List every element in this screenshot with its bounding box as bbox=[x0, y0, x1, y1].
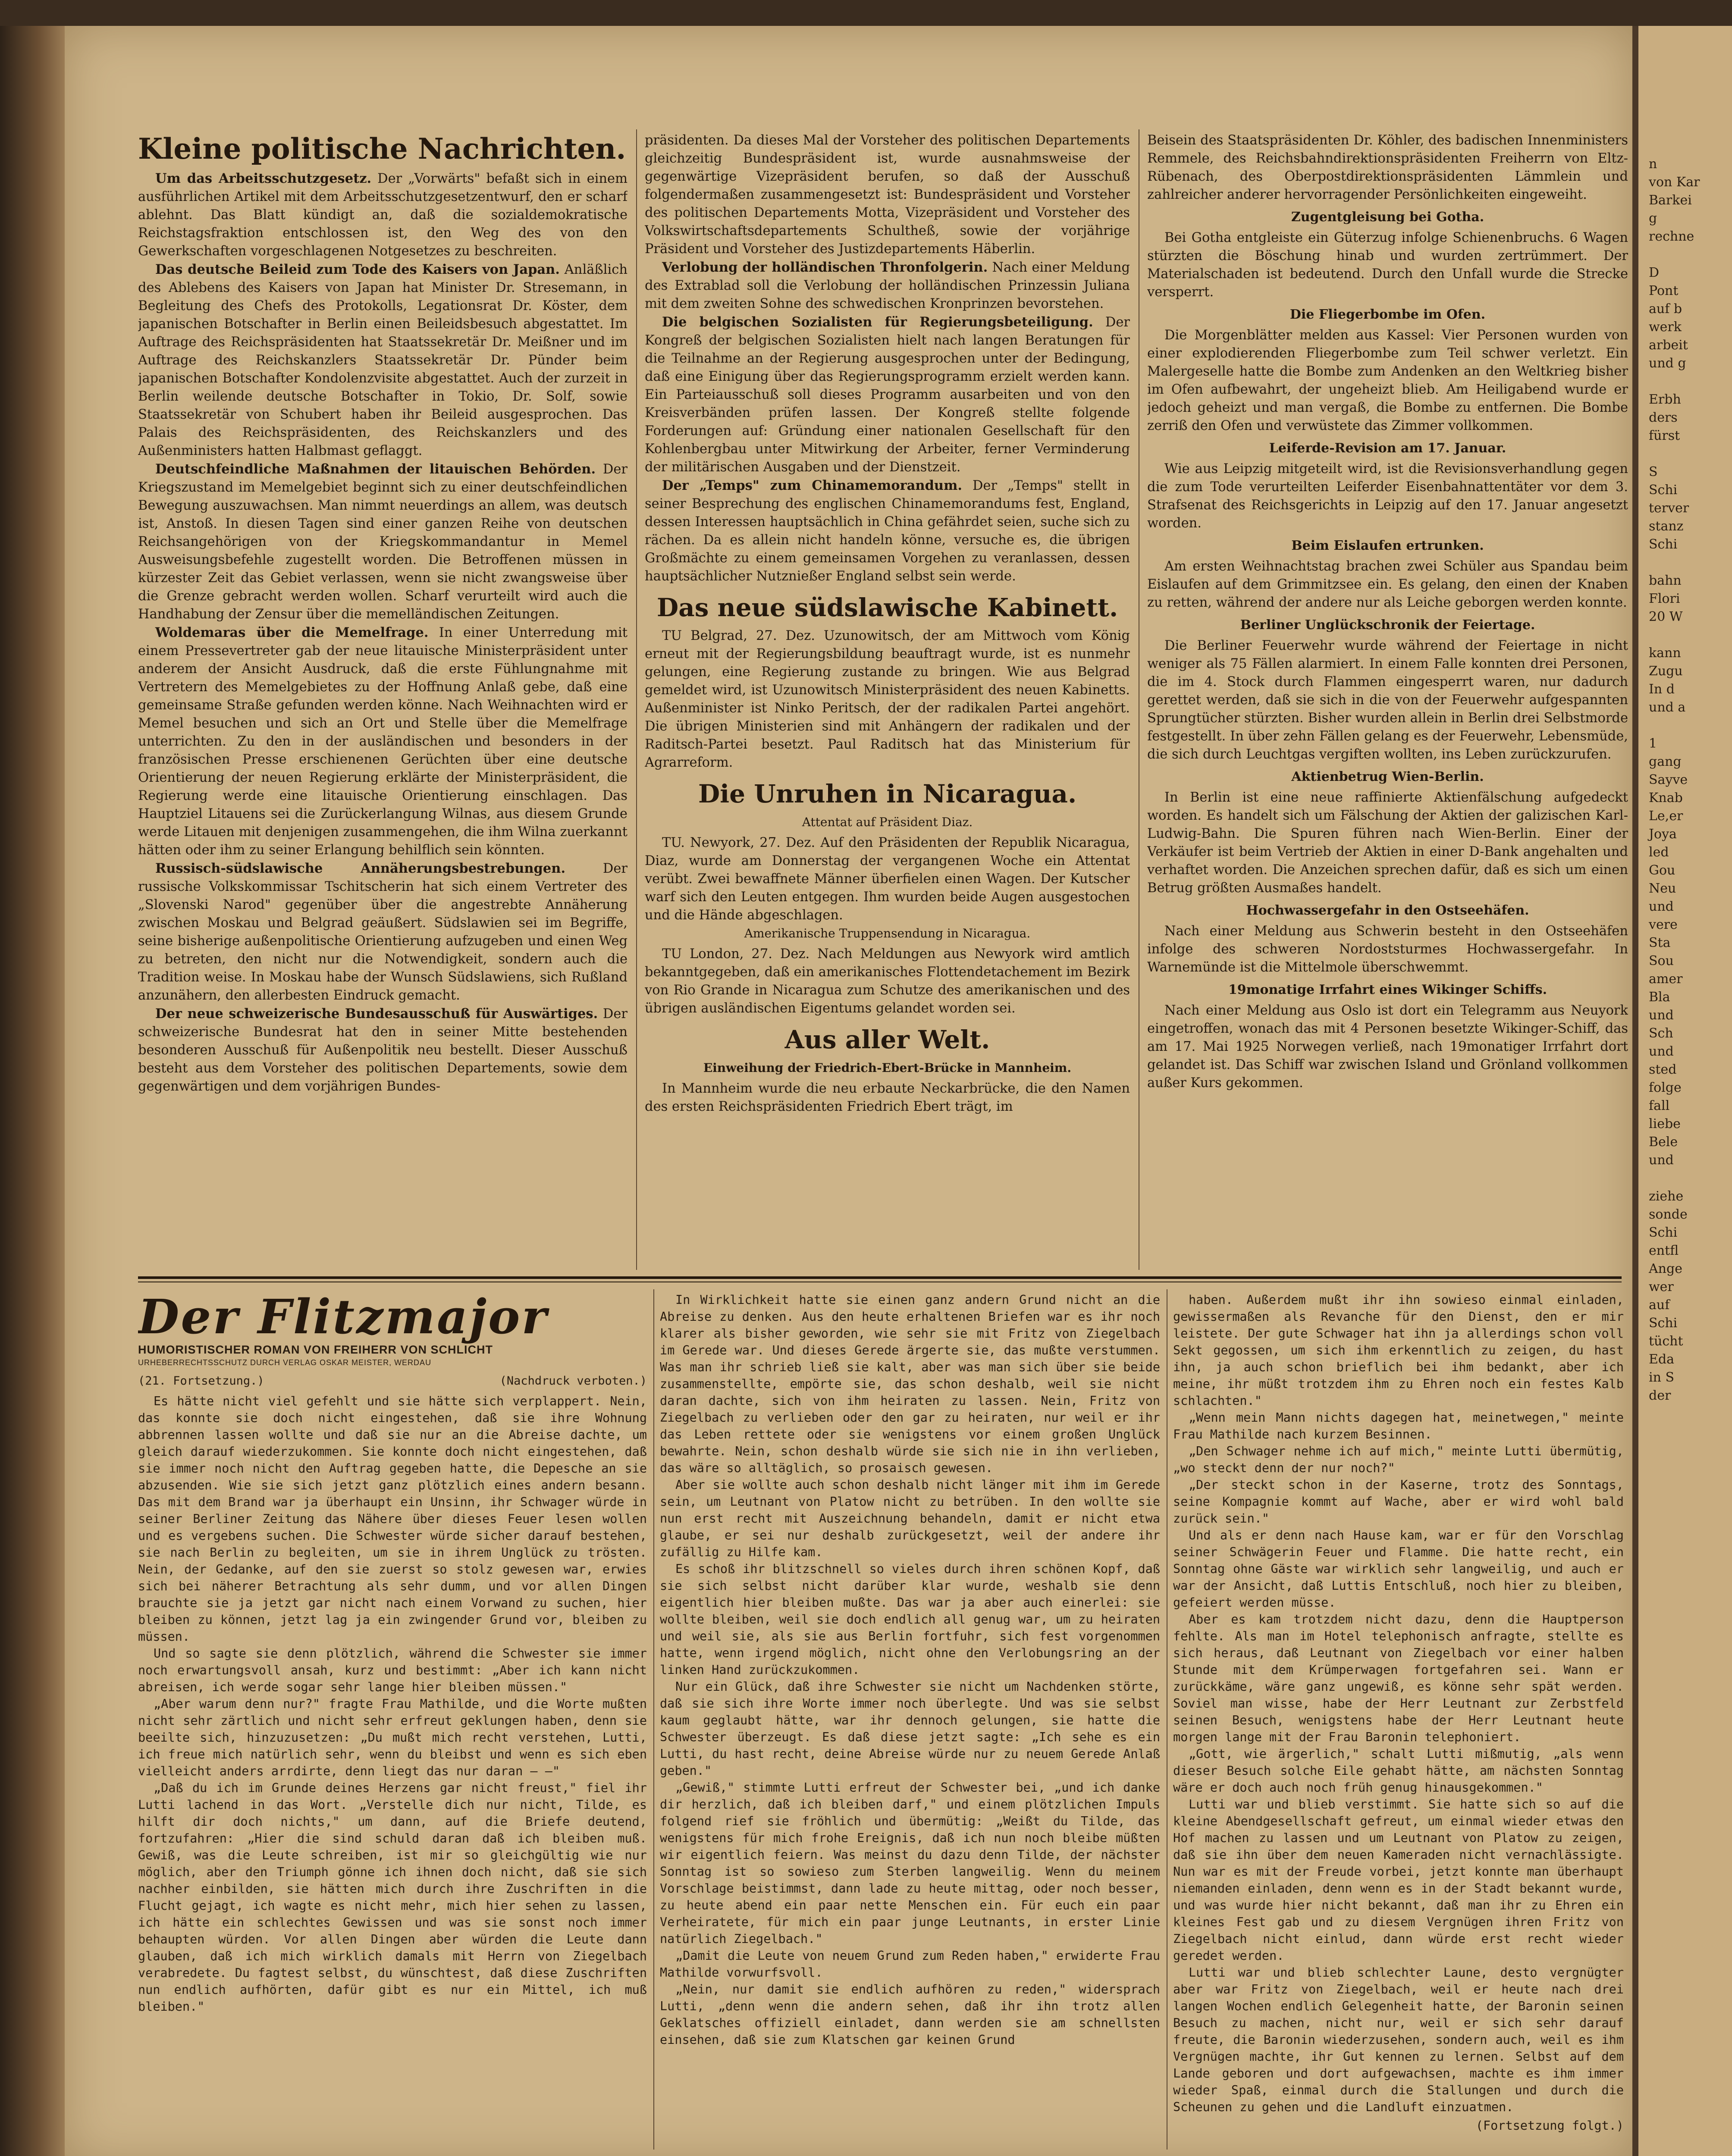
edge-text-line: auf b bbox=[1649, 301, 1682, 317]
news-item-text: In einer Unterredung mit einem Pressevertreter gab der neue litauische Ministerpräsident unter anderem der Ansicht Ausdruck, daß die erste Fühlungnahme mit Vertretern des Memelgebietes zu der Hoffnung Anlaß gebe, daß eine gemeinsame Straße gefunden werden könne. Nach Weihnachten wird er Memel besuchen und sich an Ort und Stelle über die Memelfrage unterrichten. Zu den in der ausländischen und besonders in der französischen Presse erschienenen Gerüchten über eine deutsche Orientierung der neuen Regierung erklärte der Ministerpräsident, die Regierung werde eine litauische Orientierung einschlagen. Das Hauptziel Litauens sei die Zurückerlangung Wilnas, aus diesem Grunde werde Litauen mit denjenigen zusammengehen, die ihm Wilna zuerkannt hätten oder ihm zu seiner Erlangung behilflich sein könnten. bbox=[138, 625, 628, 858]
column-divider bbox=[653, 1289, 654, 2150]
serial-paragraph: „Aber warum denn nur?" fragte Frau Mathilde, und die Worte mußten nicht sehr zärtlich und nicht sehr erfreut geklungen haben, denn sie beeilte sich, hinzuzusetzen: „Du mußt mich recht verstehen, Lutti, ich freue mich natürlich sehr, wenn du bleibst und wenn es sich eben vielleicht anders arrdirte, denn liegt das nur daran — —" bbox=[138, 1697, 647, 1778]
edge-text-line: vere bbox=[1649, 917, 1678, 932]
serial-paragraph: In Wirklichkeit hatte sie einen ganz andern Grund nicht an die Abreise zu denken. Aus den heute erhaltenen Briefen war es ihr noch klarer als bisher geworden, wie sehr sie mit Fritz von Ziegelbach im Gerede war. Und dieses Gerede ärgerte sie, das mußte verstummen. Was man ihr schrieb ließ sie kalt, aber was man sich über sie beide zusammenstellte, empörte sie, das schon deshalb, weil sie nicht daran dachte, sich von ihm heiraten zu lassen. Nein, Fritz von Ziegelbach zu verlieben oder den gar zu heiraten, nur weil er ihr das Leben rettete oder sie wenigstens vor einem großen Unglück bewahrte. Nein, schon deshalb würde sie sich nie in ihn verlieben, das wäre so alltäglich, so prosaisch gewesen. bbox=[660, 1293, 1160, 1475]
edge-text-line: n bbox=[1649, 157, 1657, 172]
edge-text-line: kann bbox=[1649, 646, 1681, 661]
serial-paragraph: „Den Schwager nehme ich auf mich," meinte Lutti übermütig, „wo steckt denn der nur noch?" bbox=[1173, 1444, 1624, 1475]
edge-text-line: Sta bbox=[1649, 935, 1671, 950]
edge-text-line: wer bbox=[1649, 1279, 1674, 1294]
edge-text-line: Sayve bbox=[1649, 772, 1688, 787]
news-column-1 bbox=[138, 132, 628, 1268]
serial-meta bbox=[138, 1373, 647, 1389]
serial-column-1 bbox=[138, 1291, 647, 2150]
edge-text-line: fall bbox=[1649, 1098, 1670, 1113]
serial-text-1 bbox=[138, 1393, 647, 2015]
news-item bbox=[645, 258, 1130, 313]
continuation-note: (Fortsetzung folgt.) bbox=[1475, 2118, 1624, 2133]
edge-text-line: sted bbox=[1649, 1062, 1677, 1077]
installment-number: (21. Fortsetzung.) bbox=[138, 1374, 264, 1388]
news-column-2 bbox=[645, 132, 1130, 1268]
edge-text-line: Schi bbox=[1649, 483, 1678, 498]
news-item-headline: Russisch-südslawische Annäherungsbestrebungen. bbox=[155, 861, 566, 876]
news-text: Wie aus Leipzig mitgeteilt wird, ist die Revisionsverhandlung gegen die zum Tode verurteilten Leiferder Eisenbahnattentäter vor dem 3. Strafsenat des Reichsgerichts in Leipzig auf den 17. Januar angesetzt worden. bbox=[1147, 461, 1628, 531]
edge-text-line: S bbox=[1649, 464, 1658, 479]
serial-paragraph: „Gott, wie ärgerlich," schalt Lutti mißmutig, „als wenn dieser Besuch solche Eile gehabt hätte, am nächsten Sonntag wäre er doch auch noch früh genug hinausgekommen." bbox=[1173, 1747, 1624, 1795]
news-item bbox=[138, 1005, 628, 1096]
news-item-text: Der Kriegszustand im Memelgebiet beginnt sich zu einer deutschfeindlichen Bewegung auszuwachsen. Man nimmt neuerdings an allem, was deutsch ist, Anstoß. In diesen Tagen sind einer ganzen Reihe von deutschen Reichsangehörigen von der Kriegskommandantur in Memel Ausweisungsbefehle zugestellt worden. Die Betroffenen müssen in kürzester Zeit das Gebiet verlassen, wenn sie nicht zwangsweise über die Grenze gebracht werden wollen. Scharf verurteilt wird auch die Handhabung der Zensur über die memelländischen Zeitungen. bbox=[138, 462, 628, 622]
truppen-text: TU London, 27. Dez. Nach Meldungen aus Newyork wird amtlich bekanntgegeben, daß ein amerikanisches Flottendetachement im Bezirk von Rio Grande in Nicaragua zum Schutze des amerikanischen und des übrigen ausländischen Eigentums gelandet worden sei. bbox=[645, 946, 1130, 1016]
subhead-truppen: Amerikanische Truppensendung in Nicaragua. bbox=[744, 926, 1031, 940]
edge-text-line: entfl bbox=[1649, 1243, 1679, 1258]
edge-text-line: der bbox=[1649, 1388, 1671, 1403]
edge-text-line: Schi bbox=[1649, 1316, 1678, 1331]
headline-kabinett: Das neue südslawische Kabinett. bbox=[656, 593, 1118, 622]
edge-text-line: terver bbox=[1649, 501, 1689, 516]
edge-text-line: Eda bbox=[1649, 1352, 1674, 1367]
serial-paragraph: Lutti war und blieb schlechter Laune, desto vergnügter aber war Fritz von Ziegelbach, weil er heute nach drei langen Wochen endlich Gelegenheit hatte, der Baronin seinen Besuch zu machen, nicht nur, weil er sich sehr darauf freute, die Baronin wiederzusehen, sondern auch, weil es ihm Vergnügen machte, ihr Gut kennen zu lernen. Selbst auf dem Lande geboren und dort aufgewachsen, machte es ihm immer wieder Spaß, einmal durch die Stallungen und durch die Scheunen zu gehen und die Landluft einzuatmen. bbox=[1173, 1965, 1624, 2114]
headline-nicaragua: Die Unruhen in Nicaragua. bbox=[698, 779, 1077, 808]
serial-paragraph: Es hätte nicht viel gefehlt und sie hätte sich verplappert. Nein, das konnte sie doch nicht eingestehen, daß sie ihre Wohnung abbrennen lassen wollte und daß sie nur an die Abreise dachte, um gleich darauf wiederzukommen. Sie konnte doch nicht eingestehen, daß sie immer noch nicht den Auftrag gegeben hatte, die Depesche an sie abzusenden. Wie sie sich jetzt ganz plötzlich eines andern besann. Das mit dem Brand war ja überhaupt ein Unsinn, ihr Schwager würde in seiner Berliner Zeitung das Nähere über dieses Feuer lesen wollen und es vergebens suchen. Die Schwester würde sicher darauf bestehen, sie nach Berlin zu begleiten, um sie in ihrem Unglück zu trösten. Nein, der Gedanke, auf den sie zuerst so stolz gewesen war, erwies sich bei näherer Betrachtung als sehr dumm, und vor allen Dingen brauchte sie ja jetzt gar nicht nach einem Vorwand zu suchen, hier bleiben zu können, jetzt lag ja ein zwingender Grund vor, bleiben zu müssen. bbox=[138, 1394, 647, 1644]
news-item bbox=[138, 260, 628, 460]
news-text: Nach einer Meldung aus Schwerin besteht in den Ostseehäfen infolge des schweren Nordoststurmes Hochwassergefahr. In Warnemünde ist die Mittelmole überschwemmt. bbox=[1147, 924, 1628, 975]
news-item bbox=[645, 476, 1130, 586]
news-headline: Beim Eislaufen ertrunken. bbox=[1291, 538, 1484, 553]
news-item-headline: Das deutsche Beileid zum Tode des Kaisers von Japan. bbox=[155, 262, 560, 277]
news-text: Am ersten Weihnachtstag brachen zwei Schüler aus Spandau beim Eislaufen auf dem Grimmitzsee ein. Es gelang, den einen der Knaben zu retten, während der andere nur als Leiche geborgen werden konnte. bbox=[1147, 559, 1628, 610]
serial-paragraph: „Daß du ich im Grunde deines Herzens gar nicht freust," fiel ihr Lutti lachend in das Wort. „Verstelle dich nur nicht, Tilde, es hilft dir doch nichts," um dann, auf die Briefe deutend, fortzufahren: „Hier die sind schuld daran daß ich bleiben muß. Gewiß, was die Leute schreiben, ist mir so gleichgültig wie nur möglich, aber den Triumph gönne ich ihnen doch nicht, daß sie sich nachher einbilden, sie hätten mich durch ihre Zuschriften in die Flucht gejagt, ich wagte es nicht mehr, mich hier sehen zu lassen, ich hätte ein schlechtes Gewissen und was sie sonst noch immer behaupten würden. Vor allen Dingen aber würden die Leute dann glauben, daß ich mich wirklich damals mit Herrn von Ziegelbach verabredete. Du fagtest selbst, du wünschtest, daß diese Zuschriften nun endlich aufhörten, dafür gibt es nur ein Mittel, ich muß bleiben." bbox=[138, 1781, 647, 2014]
serial-copyright: URHEBERRECHTSSCHUTZ DURCH VERLAG OSKAR MEISTER, WERDAU bbox=[138, 1358, 432, 1367]
news-headline: Hochwassergefahr in den Ostseehäfen. bbox=[1246, 903, 1529, 918]
serial-text-3 bbox=[1173, 1291, 1624, 2115]
edge-text-line: und bbox=[1649, 1008, 1674, 1023]
edge-text-line: fürst bbox=[1649, 428, 1680, 443]
edge-text-line: ders bbox=[1649, 410, 1678, 425]
edge-text-line: rechne bbox=[1649, 229, 1694, 244]
section-title-politics: Kleine politische Nachrichten. bbox=[138, 132, 626, 166]
serial-paragraph: „Damit die Leute von neuem Grund zum Reden haben," erwiderte Frau Mathilde vorwurfsvoll. bbox=[660, 1949, 1160, 1980]
edge-text-line: und g bbox=[1649, 356, 1686, 371]
newspaper-page bbox=[65, 26, 1632, 2156]
news-item-text: Der „Temps" stellt in seiner Besprechung des englischen Chinamemorandums fest, England, dessen Interessen hauptsächlich in China gefährdet seien, suche sich zu rächen. Da es allein nicht handeln könne, versuche es, die übrigen Großmächte zu einem gemeinsamen Vorgehen zu veranlassen, dessen hauptsächlicher Nutznießer England selbst sein werde. bbox=[645, 478, 1130, 584]
news-headline: Die Fliegerbombe im Ofen. bbox=[1290, 307, 1486, 322]
edge-text-line: led bbox=[1649, 845, 1669, 860]
edge-text-line: und bbox=[1649, 899, 1674, 914]
serial-paragraph: haben. Außerdem mußt ihr ihn sowieso einmal einladen, gewissermaßen als Revanche für den Dienst, den er mir leistete. Der gute Schwager hat ihn ja allerdings schon voll Sekt gegossen, um sich ihm erkenntlich zu zeigen, du hast ihn, ja auch schon brieflich bei ihm bedankt, aber ich meine, ihr müßt trotzdem ihm zu Ehren noch ein festes Kalb schlachten." bbox=[1173, 1293, 1624, 1408]
edge-text-line: tücht bbox=[1649, 1334, 1683, 1349]
col2-items bbox=[645, 258, 1130, 586]
edge-text-line: Sch bbox=[1649, 1026, 1673, 1041]
news-item-headline: Verlobung der holländischen Thronfolgerin. bbox=[662, 260, 988, 275]
edge-text-line: arbeit bbox=[1649, 338, 1688, 353]
bruecke-text: In Mannheim wurde die neu erbaute Neckarbrücke, die den Namen des ersten Reichspräsidenten Friedrich Ebert trägt, im bbox=[645, 1081, 1130, 1114]
edge-text-line: g bbox=[1649, 211, 1657, 226]
reprint-notice: (Nachdruck verboten.) bbox=[499, 1374, 647, 1388]
column-divider bbox=[636, 129, 637, 1270]
news-item-text: Anläßlich des Ablebens des Kaisers von Japan hat Minister Dr. Stresemann, in Begleitung des Chefs des Protokolls, Legationsrat Dr. Köster, dem japanischen Botschafter in Berlin einen Beileidsbesuch abgestattet. Im Auftrage des Reichspräsidenten hat Staatssekretär Dr. Meißner und im Auftrage des Reichskanzlers Staatssekretär Dr. Pünder beim japanischen Botschafter Kondolenzvisite abgestattet. Auch der zurzeit in Berlin weilende deutsche Botschafter in Tokio, Dr. Solf, sowie Staatssekretär von Schubert haben ihr Beileid ausgesprochen. Das Palais des Reichspräsidenten, des Reichskanzlers und des Außenministers hatten Halbmast geflaggt. bbox=[138, 262, 628, 458]
edge-text-line: und a bbox=[1649, 700, 1686, 715]
edge-text-line: 20 W bbox=[1649, 609, 1683, 624]
news-text: Die Morgenblätter melden aus Kassel: Vier Personen wurden von einer explodierenden Fliegerbombe zum Teil schwer verletzt. Ein Malergeselle hatte die Bombe zum Andenken an den Weltkrieg bisher im Ofen aufbewahrt, der ungeheizt blieb. Am Heiligabend wurde er jedoch geheizt und man vergaß, die Bombe zu entfernen. Die Bombe zerriß den Ofen und verwüstete das Zimmer vollkommen. bbox=[1147, 328, 1628, 433]
edge-text-line: Schi bbox=[1649, 1225, 1678, 1240]
news-item bbox=[138, 859, 628, 1005]
edge-text-line bbox=[1638, 246, 1732, 264]
edge-text-line: Barkei bbox=[1649, 193, 1692, 208]
news-item-text: Der russische Volkskommissar Tschitscherin hat sich einem Vertreter des „Slovenski Narod" gegenüber über die angestrebte Annäherung zwischen Moskau und Belgrad geäußert. Südslawien sei im Begriffe, seine bisherige außenpolitische Orientierung aufzugeben und einen Weg zu betreten, den nicht nur die Notwendigkeit, sondern auch die Tradition weise. In Moskau habe der Wunsch Südslawiens, sich Rußland anzunähern, den allerbesten Eindruck gemacht. bbox=[138, 861, 628, 1003]
news-item-headline: Die belgischen Sozialisten für Regierungsbeteiligung. bbox=[662, 314, 1093, 330]
serial-paragraph: Lutti war und blieb verstimmt. Sie hatte sich so auf die kleine Abendgesellschaft gefreut, um einmal wieder etwas den Hof machen zu lassen und um Leutnant von Platow zu zeigen, daß sie ihn über dem neuen Kameraden nicht vernachlässigte. Nun war es mit der Freude vorbei, jetzt konnte man überhaupt niemanden einladen, denn wenn es in der Stadt bekannt wurde, und was wurde hier nicht bekannt, daß man ihr zu Ehren ein kleines Fest gab und zu diesem Vergnügen ihren Fritz von Ziegelbach nicht einlud, dann würde erst recht wieder geredet werden. bbox=[1173, 1797, 1624, 1963]
serial-subtitle: HUMORISTISCHER ROMAN VON FREIHERR VON SCHLICHT bbox=[138, 1343, 493, 1356]
serial-paragraph: „Nein, nur damit sie endlich aufhören zu reden," widersprach Lutti, „denn wenn die andern sehen, daß ihr ihn trotz allen Geklatsches offiziell einladet, dann werden sie am schnellsten einsehen, daß sie zum Klatschen gar keinen Grund bbox=[660, 1982, 1160, 2047]
edge-text-line: Neu bbox=[1649, 881, 1676, 896]
edge-text-line: folge bbox=[1649, 1080, 1682, 1095]
news-item-text: Der schweizerische Bundesrat hat den in seiner Mitte bestehenden besonderen Ausschuß für Außenpolitik neu bestellt. Dieser Ausschuß besteht aus dem Vorsteher des politischen Departements, sowie dem gegenwärtigen und dem vorjährigen Bundes- bbox=[138, 1006, 628, 1094]
edge-text-line: Le,er bbox=[1649, 808, 1683, 824]
adjacent-page-edge bbox=[1632, 26, 1732, 2156]
serial-column-2 bbox=[660, 1291, 1160, 2150]
edge-text-line: Erbh bbox=[1649, 392, 1681, 407]
edge-text-line bbox=[1638, 373, 1732, 391]
edge-text-line: Knab bbox=[1649, 790, 1683, 805]
edge-text-line: Zugu bbox=[1649, 664, 1683, 679]
adjacent-page-text bbox=[1638, 26, 1732, 1405]
continued-paragraph: Beisein des Staatspräsidenten Dr. Köhler, des badischen Innenministers Remmele, des Reichsbahndirektionspräsidenten Freiherrn von Eltz-Rübenach, des Oberpostdirektionspräsidenten Lämmlein und zahlreicher anderer hervorragender Persönlichkeiten eingeweiht. bbox=[1147, 133, 1628, 202]
edge-text-line bbox=[1638, 626, 1732, 644]
book-spine bbox=[0, 26, 65, 2156]
edge-text-line: Schi bbox=[1649, 537, 1678, 552]
news-text: In Berlin ist eine neue raffinierte Aktienfälschung aufgedeckt worden. Es handelt sich um Fälschung der Aktien der galizischen Karl-Ludwig-Bahn. Die Spuren führen nach Wien-Berlin. Einer der Verkäufer ist beim Vertrieb der Aktien in einer D-Bank angehalten und verhaftet worden. Die Anzeichen sprechen dafür, daß es sich um einen Betrug größten Ausmaßes handelt. bbox=[1147, 790, 1628, 896]
edge-text-line: liebe bbox=[1649, 1116, 1681, 1131]
news-item bbox=[138, 624, 628, 859]
news-text: Bei Gotha entgleiste ein Güterzug infolge Schienenbruchs. 6 Wagen stürzten die Böschung hinab und wurden zertrümmert. Der Materialschaden ist bedeutend. Durch den Unfall wurde die Strecke versperrt. bbox=[1147, 230, 1628, 300]
serial-paragraph: „Gewiß," stimmte Lutti erfreut der Schwester bei, „und ich danke dir herzlich, daß ich bleiben darf," und einem plötzlichen Impuls folgend rief sie fröhlich und übermütig: „Weißt du Tilde, das wenigstens für mich frohe Ereignis, daß ich nun noch bleibe müßten wir eigentlich feiern. Was meinst du dazu denn Tilde, der nächster Sonntag ist so sowieso zum Sterben langweilig. Wenn du meinem Vorschlage beistimmst, dann lade zu heute mittag, oder noch besser, zu heute abend ein paar nette Menschen ein. Für euch ein paar Verheiratete, für mich ein paar junge Leutnants, in erster Linie natürlich Ziegelbach." bbox=[660, 1780, 1160, 1946]
edge-text-line: sonde bbox=[1649, 1207, 1688, 1222]
news-item-headline: Woldemaras über die Memelfrage. bbox=[155, 625, 429, 640]
edge-text-line: 1 bbox=[1649, 736, 1657, 751]
news-item-text: Nach einer Meldung des Extrablad soll die Verlobung der holländischen Prinzessin Juliana mit dem zweiten Sohne des schwedischen Kronprinzen bevorstehen. bbox=[645, 260, 1130, 311]
edge-text-line bbox=[1638, 1169, 1732, 1188]
edge-text-line: D bbox=[1649, 265, 1660, 280]
edge-text-line: In d bbox=[1649, 682, 1675, 697]
news-item-headline: Der „Temps" zum Chinamemorandum. bbox=[662, 478, 962, 493]
edge-text-line: und bbox=[1649, 1153, 1674, 1168]
edge-text-line: und bbox=[1649, 1044, 1674, 1059]
edge-text-line: Sou bbox=[1649, 953, 1674, 968]
kabinett-text: TU Belgrad, 27. Dez. Uzunowitsch, der am Mittwoch vom König erneut mit der Regierungsbildung beauftragt wurde, ist es nunmehr gelungen, eine Regierung zustande zu bringen. Wie aus Belgrad gemeldet wird, ist Uzunowitsch Ministerpräsident des neuen Kabinetts. Außenminister ist Ninko Peritsch, der der radikalen Partei angehört. Die übrigen Ministerien sind mit Anhängern der radikalen und der Raditsch-Partei besetzt. Paul Raditsch hat das Ministerium für Agrarreform. bbox=[645, 628, 1130, 770]
attentat-text: TU. Newyork, 27. Dez. Auf den Präsidenten der Republik Nicaragua, Diaz, wurde am Donnerstag der vergangenen Woche ein Attentat verübt. Zwei bewaffnete Männer überfielen einen Wagen. Der Kutscher warf sich den Leuten entgegen. Ihm wurden beide Augen ausgestochen und die Hände abgeschlagen. bbox=[645, 835, 1130, 923]
subhead-attentat: Attentat auf Präsident Diaz. bbox=[802, 815, 973, 829]
edge-text-line: Joya bbox=[1649, 827, 1677, 842]
edge-text-line: werk bbox=[1649, 320, 1682, 335]
headline-aus-aller-welt: Aus aller Welt. bbox=[784, 1025, 990, 1054]
serial-paragraph: Und als er denn nach Hause kam, war er für den Vorschlag seiner Schwägerin Feuer und Flamme. Die hatte recht, ein Sonntag ohne Gäste war wirklich sehr langweilig, und auch er war der Ansicht, daß Luttis Entschluß, noch hier zu bleiben, gefeiert werden müsse. bbox=[1173, 1528, 1624, 1610]
edge-text-line bbox=[1638, 445, 1732, 463]
continued-paragraph: präsidenten. Da dieses Mal der Vorsteher des politischen Departements gleichzeitig Bundespräsident ist, wurde ausnahmsweise der gegenwärtige Vizepräsident berufen, so daß der Ausschuß folgendermaßen zusammengesetzt ist: Bundespräsident und Vorsteher des politischen Departements Motta, Vizepräsident und Vorsteher des Volkswirtschaftsdepartements Schultheß, sowie der vorjährige Präsident und Vorsteher des Justizdepartements Häberlin. bbox=[645, 133, 1130, 257]
serial-text-2 bbox=[660, 1291, 1160, 2048]
serial-paragraph: Aber es kam trotzdem nicht dazu, denn die Hauptperson fehlte. Als man im Hotel telephonisch anfragte, stellte es sich heraus, daß Leutnant von Ziegelbach vor einer halben Stunde mit dem Krümperwagen fortgefahren sei. Wann er zurückkäme, wäre ganz ungewiß, es könne sehr spät werden. Soviel man wisse, habe der Herr Leutnant zur Zerbstfeld seinen Besuch, wenigstens habe der Herr Leutnant heute morgen lange mit der Frau Baronin telephoniert. bbox=[1173, 1612, 1624, 1744]
edge-text-line: bahn bbox=[1649, 573, 1682, 588]
news-headline: Leiferde-Revision am 17. Januar. bbox=[1269, 441, 1506, 456]
news-headline: Zugentgleisung bei Gotha. bbox=[1291, 210, 1484, 225]
serial-paragraph: Aber sie wollte auch schon deshalb nicht länger mit ihm im Gerede sein, um Leutnant von Platow nicht zu betrüben. In den wollte sie nun erst recht mit Auszeichnung behandeln, damit er nicht etwa glaube, er sei nur deshalb zurückgesetzt, weil der andere ihr zufällig zu Hilfe kam. bbox=[660, 1478, 1160, 1559]
news-headline: Berliner Unglückschronik der Feiertage. bbox=[1240, 617, 1535, 633]
edge-text-line: in S bbox=[1649, 1370, 1675, 1385]
serial-title: Der Flitzmajor bbox=[138, 1291, 549, 1344]
edge-text-line bbox=[1638, 717, 1732, 735]
news-item-headline: Der neue schweizerische Bundesausschuß für Auswärtiges. bbox=[155, 1006, 598, 1022]
news-item-headline: Deutschfeindliche Maßnahmen der litauischen Behörden. bbox=[155, 461, 596, 477]
news-item bbox=[645, 313, 1130, 476]
serial-paragraph: Und so sagte sie denn plötzlich, während die Schwester sie immer noch erwartungsvoll ansah, kurz und bestimmt: „Aber ich kann nicht abreisen, ich werde sogar sehr lange hier bleiben müssen." bbox=[138, 1646, 647, 1694]
news-text: Nach einer Meldung aus Oslo ist dort ein Telegramm aus Neuyork eingetroffen, wonach das mit 4 Personen besetzte Wikinger-Schiff, das am 17. Mai 1925 Norwegen verließ, nach 19monatiger Irrfahrt dort gelandet ist. Das Schiff war zwischen Island und Grönland vollkommen außer Kurs gekommen. bbox=[1147, 1003, 1628, 1091]
news-headline: Aktienbetrug Wien-Berlin. bbox=[1291, 769, 1484, 784]
subhead-bruecke: Einweihung der Friedrich-Ebert-Brücke in Mannheim. bbox=[703, 1061, 1072, 1075]
edge-text-line: auf bbox=[1649, 1297, 1670, 1313]
edge-text-line: Ange bbox=[1649, 1261, 1682, 1276]
serial-paragraph: Es schoß ihr blitzschnell so vieles durch ihren schönen Kopf, daß sie sich selbst nicht darüber klar wurde, weshalb sie denn eigentlich hier bleiben mußte. Das war ja aber auch einerlei: sie wollte bleiben, weil sie doch endlich all genug war, um zu heiraten und weil sie, als sie aus Berlin fortfuhr, sich fest vorgenommen hatte, wenn irgend möglich, nicht ohne den Verlobungsring an der linken Hand zurückzukommen. bbox=[660, 1562, 1160, 1677]
news-column-3 bbox=[1147, 132, 1628, 1268]
edge-text-line bbox=[1638, 554, 1732, 572]
news-item bbox=[138, 460, 628, 624]
edge-text-line: Flori bbox=[1649, 591, 1680, 606]
feuilleton-rule bbox=[138, 1276, 1622, 1279]
edge-text-line: von Kar bbox=[1649, 175, 1700, 190]
serial-paragraph: „Wenn mein Mann nichts dagegen hat, meinetwegen," meinte Frau Mathilde nach kurzem Besinnen. bbox=[1173, 1410, 1624, 1442]
edge-text-line: Gou bbox=[1649, 863, 1676, 878]
edge-text-line: Bla bbox=[1649, 990, 1670, 1005]
serial-column-3 bbox=[1173, 1291, 1624, 2150]
news-item-headline: Um das Arbeitsschutzgesetz. bbox=[155, 171, 372, 186]
news-text: Die Berliner Feuerwehr wurde während der Feiertage in nicht weniger als 75 Fällen alarmiert. In einem Falle konnten drei Personen, die im 4. Stock durch Flammen eingesperrt waren, nur dadurch gerettet werden, daß sie sich in die von der Feuerwehr aufgespannten Sprungtücher stürzten. Bisher wurden allein in Berlin drei Selbstmorde festgestellt. In über zehn Fällen gelang es der Feuerwehr, Lebensmüde, die sich durch Leuchtgas vergiften wollten, ins Leben zurückzurufen. bbox=[1147, 638, 1628, 762]
news-item bbox=[138, 169, 628, 260]
edge-text-line: stanz bbox=[1649, 519, 1684, 534]
world-news-items bbox=[1147, 208, 1628, 1092]
edge-text-line: amer bbox=[1649, 971, 1683, 987]
news-item-text: Der Kongreß der belgischen Sozialisten hielt nach langen Beratungen für die Teilnahme an der Regierung ausgesprochen unter der Bedingung, daß eine Einigung über das Regierungsprogramm erzielt werden kann. Ein Parteiausschuß soll dieses Programm ausarbeiten und von den Kreisverbänden prüfen lassen. Der Kongreß stellte folgende Forderungen auf: Gründung einer nationalen Gesellschaft für den Kohlenbergbau unter Mitwirkung der Arbeiter, ferner Verminderung der militärischen Ausgaben und der Dienstzeit. bbox=[645, 315, 1130, 475]
edge-text-line: ziehe bbox=[1649, 1189, 1684, 1204]
edge-text-line: Pont bbox=[1649, 283, 1679, 298]
edge-text-line: Bele bbox=[1649, 1134, 1678, 1150]
serial-paragraph: „Der steckt schon in der Kaserne, trotz des Sonntags, seine Kompagnie kommt auf Wache, aber er wird wohl bald zurück sein." bbox=[1173, 1478, 1624, 1526]
serial-paragraph: Nur ein Glück, daß ihre Schwester sie nicht um Nachdenken störte, daß sie sich ihre Worte immer noch überlegte. Und was sie selbst kaum geglaubt hätte, war ihr dennoch gelungen, sie hatte die Schwester überzeugt. Es daß diese jetzt sagte: „Ich sehe es ein Lutti, du hast recht, deine Abreise würde nur zu neuem Gerede Anlaß geben." bbox=[660, 1680, 1160, 1778]
politics-items bbox=[138, 169, 628, 1096]
edge-text-line: gang bbox=[1649, 754, 1682, 769]
news-item-text: Der „Vorwärts" befaßt sich in einem ausführlichen Artikel mit dem Arbeitsschutzgesetzentwurf, den er scharf ablehnt. Das Blatt kündigt an, daß die sozialdemokratische Reichstagsfraktion entschlossen ist, den Weg des von den Gewerkschaften vorgeschlagenen Notgesetzes zu beschreiten. bbox=[138, 171, 628, 259]
news-headline: 19monatige Irrfahrt eines Wikinger Schiffs. bbox=[1228, 982, 1547, 997]
